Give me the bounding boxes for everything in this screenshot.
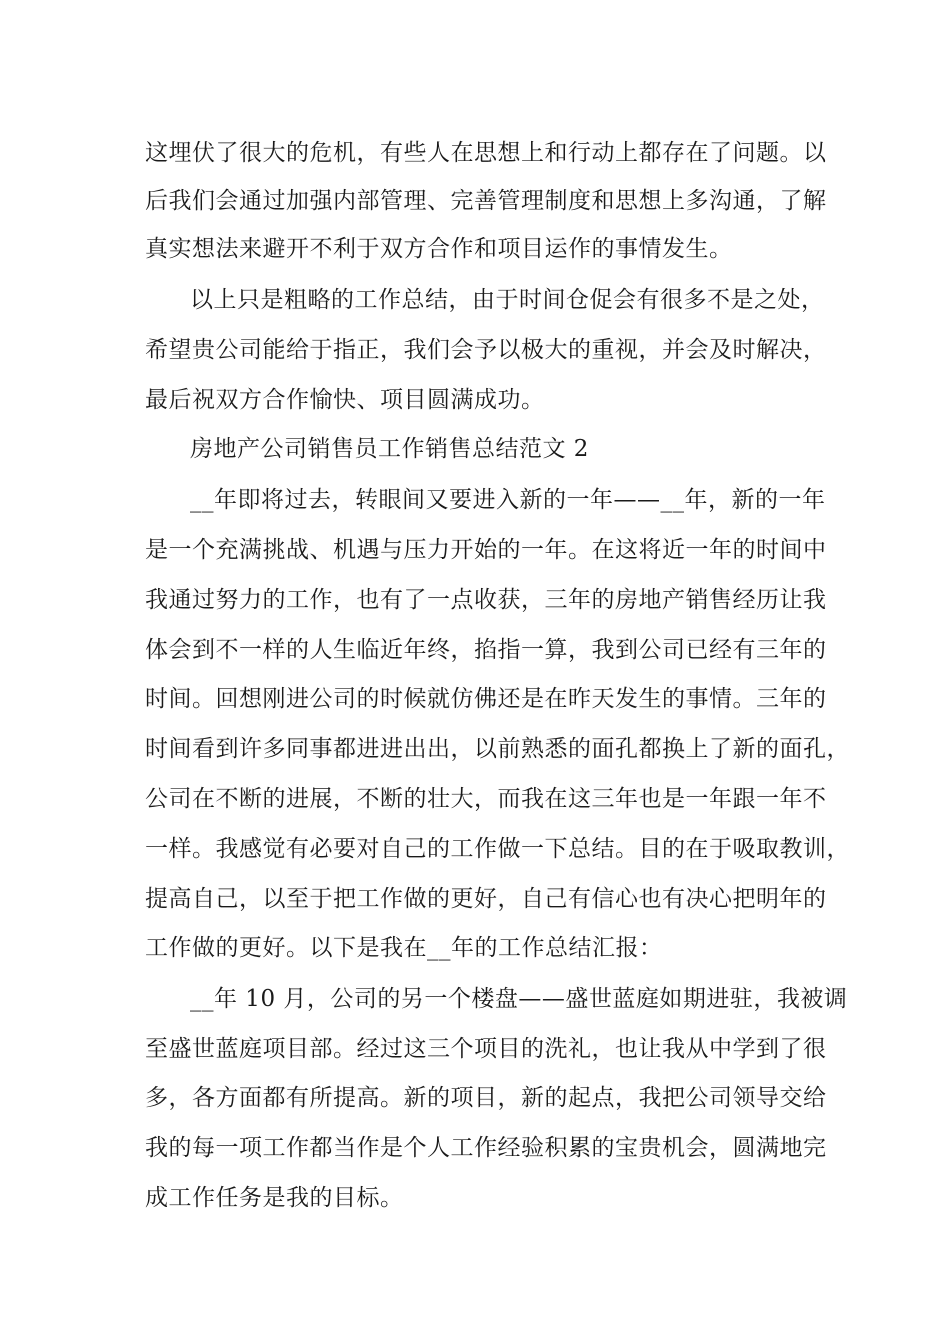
paragraph-3-line-3: 我通过努力的工作，也有了一点收获，三年的房地产销售经历让我	[145, 587, 827, 613]
paragraph-1-line-1: 这埋伏了很大的危机，有些人在思想上和行动上都存在了问题。以	[145, 140, 827, 166]
paragraph-3-line-4: 体会到不一样的人生临近年终，掐指一算，我到公司已经有三年的	[145, 637, 827, 663]
paragraph-3-line-2: 是一个充满挑战、机遇与压力开始的一年。在这将近一年的时间中	[145, 537, 827, 563]
paragraph-2-line-2: 希望贵公司能给于指正，我们会予以极大的重视，并会及时解决，	[145, 337, 827, 363]
paragraph-2-line-1: 以上只是粗略的工作总结，由于时间仓促会有很多不是之处，	[190, 287, 825, 313]
paragraph-3-line-8: 一样。我感觉有必要对自己的工作做一下总结。目的在于吸取教训，	[145, 836, 850, 862]
paragraph-1-line-3: 真实想法来避开不利于双方合作和项目运作的事情发生。	[145, 236, 733, 262]
paragraph-3-line-6: 时间看到许多同事都进进出出，以前熟悉的面孔都换上了新的面孔，	[145, 736, 850, 762]
section-heading: 房地产公司销售员工作销售总结范文 2	[190, 436, 589, 462]
paragraph-2-line-3: 最后祝双方合作愉快、项目圆满成功。	[145, 387, 545, 413]
paragraph-3-line-5: 时间。回想刚进公司的时候就仿佛还是在昨天发生的事情。三年的	[145, 686, 827, 712]
paragraph-3-line-7: 公司在不断的进展，不断的壮大，而我在这三年也是一年跟一年不	[145, 786, 827, 812]
paragraph-3-line-1: __年即将过去，转眼间又要进入新的一年——__年，新的一年	[190, 487, 826, 513]
paragraph-3-line-9: 提高自己，以至于把工作做的更好，自己有信心也有决心把明年的	[145, 886, 827, 912]
paragraph-4-line-2: 至盛世蓝庭项目部。经过这三个项目的洗礼，也让我从中学到了很	[145, 1036, 827, 1062]
paragraph-3-line-10: 工作做的更好。以下是我在__年的工作总结汇报：	[145, 935, 663, 961]
paragraph-4-line-5: 成工作任务是我的目标。	[145, 1185, 404, 1211]
paragraph-4-line-3: 多，各方面都有所提高。新的项目，新的起点，我把公司领导交给	[145, 1085, 827, 1111]
paragraph-1-line-2: 后我们会通过加强内部管理、完善管理制度和思想上多沟通，了解	[145, 188, 827, 214]
paragraph-4-line-1: __年 10 月，公司的另一个楼盘——盛世蓝庭如期进驻，我被调	[190, 986, 848, 1012]
paragraph-4-line-4: 我的每一项工作都当作是个人工作经验积累的宝贵机会，圆满地完	[145, 1135, 827, 1161]
